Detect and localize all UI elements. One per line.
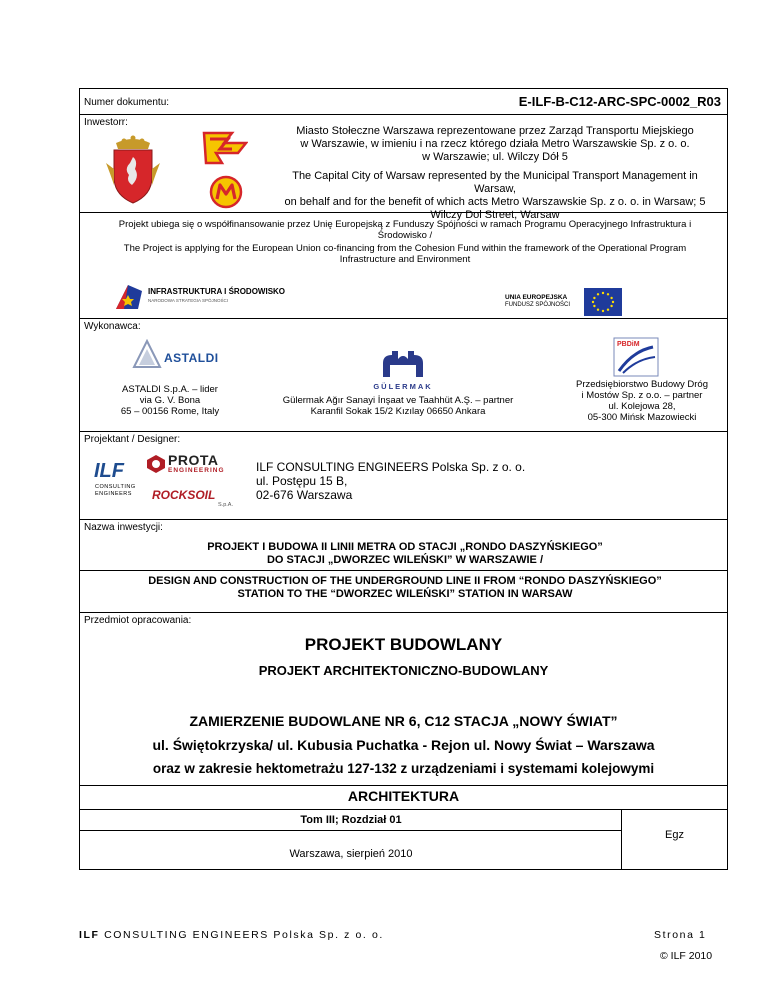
- investor-pl-line: Miasto Stołeczne Warszawa reprezentowane przez Zarząd Transportu Miejskiego: [296, 125, 694, 137]
- volume-row: [79, 809, 728, 870]
- document-number-code: E-ILF-B-C12-ARC-SPC-0002_R03: [518, 94, 721, 109]
- astaldi-address: [90, 384, 250, 417]
- investor-pl-line: w Warszawie, w imieniu i na rzecz którego działa Metro Warszawskie Sp. z o. o.: [300, 138, 690, 150]
- investor-en-line: Wilczy Dol Street, Warsaw: [430, 209, 560, 221]
- investor-en-line: The Capital City of Warsaw represented by the Municipal Transport Management in Warsaw,: [292, 170, 698, 195]
- eu-flag-icon: [584, 288, 622, 316]
- investor-row: [79, 114, 728, 221]
- funding-english-text: [100, 243, 710, 265]
- pbdim-address-line: 05-300 Mińsk Mazowiecki: [587, 412, 697, 423]
- investor-polish-text: [275, 125, 715, 164]
- gulermak-mark-icon: [378, 349, 428, 379]
- ilf-logo-text: ILF: [94, 460, 124, 482]
- prota-mark-icon: [146, 454, 166, 474]
- divider: [80, 570, 727, 571]
- pbdim-address-line: ul. Kolejowa 28,: [608, 401, 676, 412]
- investment-polish-title: [90, 541, 720, 567]
- warsaw-coat-of-arms-icon: [102, 133, 164, 205]
- investment-pl-line: PROJEKT I BUDOWA II LINII METRA OD STACJI „RONDO DASZYŃSKIEGO”: [207, 541, 603, 553]
- ztm-logo-icon: [202, 129, 248, 167]
- eu-logo-title: UNIA EUROPEJSKA: [505, 294, 568, 301]
- pbdim-address: [558, 379, 726, 423]
- astaldi-logo: [132, 339, 222, 371]
- prota-logo-text: PROTA: [168, 452, 219, 468]
- volume-number: Tom III; Rozdział 01: [300, 814, 402, 826]
- issue-date: Warszawa, sierpień 2010: [289, 848, 413, 860]
- gulermak-address-line: Karanfil Sokak 15/2 Kızılay 06650 Ankara: [310, 406, 486, 417]
- eu-logo-subtitle: FUNDUSZ SPÓJNOŚCI: [505, 302, 571, 308]
- investment-pl-line: DO STACJI „DWORZEC WILEŃSKI” W WARSZAWIE /: [266, 554, 543, 566]
- funding-pl-line: Środowisko /: [377, 230, 433, 241]
- designer-address-line: ul. Postępu 15 B,: [256, 474, 348, 488]
- funding-en-line: The Project is applying for the European Union co-financing from the Cohesion Fund within the framework of the Operational Program: [123, 243, 687, 254]
- ilf-logo-sub2: ENGINEERS: [95, 491, 132, 497]
- pbdim-logo: [613, 337, 659, 377]
- contractor-row: [79, 318, 728, 431]
- metro-logo-icon: [209, 175, 243, 209]
- divider: [80, 830, 622, 831]
- investor-label: Inwestorr:: [84, 117, 128, 128]
- designer-label: Projektant / Designer:: [84, 434, 181, 445]
- gulermak-address: [248, 395, 548, 417]
- astaldi-mark-icon: [132, 339, 162, 369]
- gulermak-logo-text: GÜLERMAK: [373, 382, 433, 391]
- subject-row: [79, 612, 728, 809]
- rocksoil-logo: [152, 488, 242, 514]
- investment-english-title: [90, 575, 720, 601]
- footer-copyright: © ILF 2010: [660, 950, 713, 962]
- astaldi-logo-text: ASTALDI: [164, 351, 219, 365]
- designer-row: [79, 431, 728, 519]
- rocksoil-logo-sub: S.p.A.: [218, 502, 233, 508]
- investment-en-line: STATION TO THE “DWORZEC WILEŃSKI” STATION IN WARSAW: [237, 588, 573, 600]
- astaldi-address-line: via G. V. Bona: [139, 395, 201, 406]
- subject-line-1: ZAMIERZENIE BUDOWLANE NR 6, C12 STACJA „NOWY ŚWIAT”: [189, 713, 618, 729]
- pbdim-address-line: i Mostów Sp. z o.o. – partner: [581, 390, 703, 401]
- pbdim-address-line: Przedsiębiorstwo Budowy Dróg: [575, 379, 708, 390]
- ilf-logo-sub1: CONSULTING: [95, 484, 136, 490]
- subject-line-3: oraz w zakresie hektometrażu 127-132 z urządzeniami i systemami kolejowymi: [152, 761, 655, 776]
- investor-pl-line: w Warszawie; ul. Wilczy Dół 5: [422, 151, 568, 163]
- infrastruktura-flag-icon: [114, 283, 144, 311]
- document-number-row: [79, 88, 728, 114]
- prota-logo: [146, 454, 246, 478]
- contractor-label: Wykonawca:: [84, 321, 141, 332]
- investment-en-line: DESIGN AND CONSTRUCTION OF THE UNDERGROUND LINE II FROM “RONDO DASZYŃSKIEGO”: [148, 575, 662, 587]
- gulermak-address-line: Gülermak Ağır Sanayi İnşaat ve Taahhüt A.Ş. – partner: [282, 395, 514, 406]
- astaldi-address-line: ASTALDI S.p.A. – lider: [122, 384, 218, 395]
- investor-en-line: on behalf and for the benefit of which acts Metro Warszawskie Sp. z o. o. in Warsaw; 5: [284, 196, 706, 208]
- footer-company: [79, 929, 384, 941]
- subject-subtitle: PROJEKT ARCHITEKTONICZNO-BUDOWLANY: [258, 663, 549, 678]
- rocksoil-logo-text: ROCKSOIL: [152, 488, 216, 502]
- infrastruktura-logo: [114, 283, 334, 311]
- title-sheet: [79, 88, 728, 870]
- designer-address-line: 02-676 Warszawa: [256, 488, 353, 502]
- footer-page-number: Strona 1: [654, 929, 707, 941]
- volume-left-cell: [80, 810, 622, 869]
- funding-row: [79, 212, 728, 318]
- designer-address-line: ILF CONSULTING ENGINEERS Polska Sp. z o. o.: [256, 460, 526, 474]
- document-number-label: Numer dokumentu:: [84, 97, 170, 108]
- copy-number-label: Egz: [665, 829, 684, 841]
- subject-label: Przedmiot opracowania:: [84, 615, 192, 626]
- funding-polish-text: [100, 219, 710, 241]
- infrastruktura-logo-title: INFRASTRUKTURA I ŚRODOWISKO: [148, 287, 286, 296]
- subject-title: PROJEKT BUDOWLANY: [304, 635, 503, 654]
- investment-name-row: [79, 519, 728, 612]
- divider: [80, 785, 727, 786]
- ilf-logo: [94, 460, 140, 506]
- astaldi-address-line: 65 – 00156 Rome, Italy: [120, 406, 220, 417]
- designer-address: [256, 460, 525, 502]
- pbdim-logo-text: PBDiM: [617, 341, 640, 348]
- infrastruktura-logo-subtitle: NARODOWA STRATEGIA SPÓJNOŚCI: [148, 298, 229, 303]
- funding-pl-line: Projekt ubiega się o współfinansowanie przez Unię Europejską z Funduszy Spójności w ramach Programu Operacyjnego Infrastruktura i: [118, 219, 692, 230]
- investment-label: Nazwa inwestycji:: [84, 522, 163, 533]
- gulermak-logo: [358, 349, 448, 399]
- prota-logo-sub: ENGINEERING: [168, 467, 225, 474]
- subject-line-2: ul. Świętokrzyska/ ul. Kubusia Puchatka - Rejon ul. Nowy Świat – Warszawa: [152, 737, 655, 753]
- footer-company-bold: ILF: [79, 929, 100, 941]
- footer-company-rest: CONSULTING ENGINEERS Polska Sp. z o. o.: [99, 929, 384, 941]
- subject-discipline: ARCHITEKTURA: [347, 788, 460, 804]
- funding-en-line: Infrastructure and Environment: [339, 254, 471, 265]
